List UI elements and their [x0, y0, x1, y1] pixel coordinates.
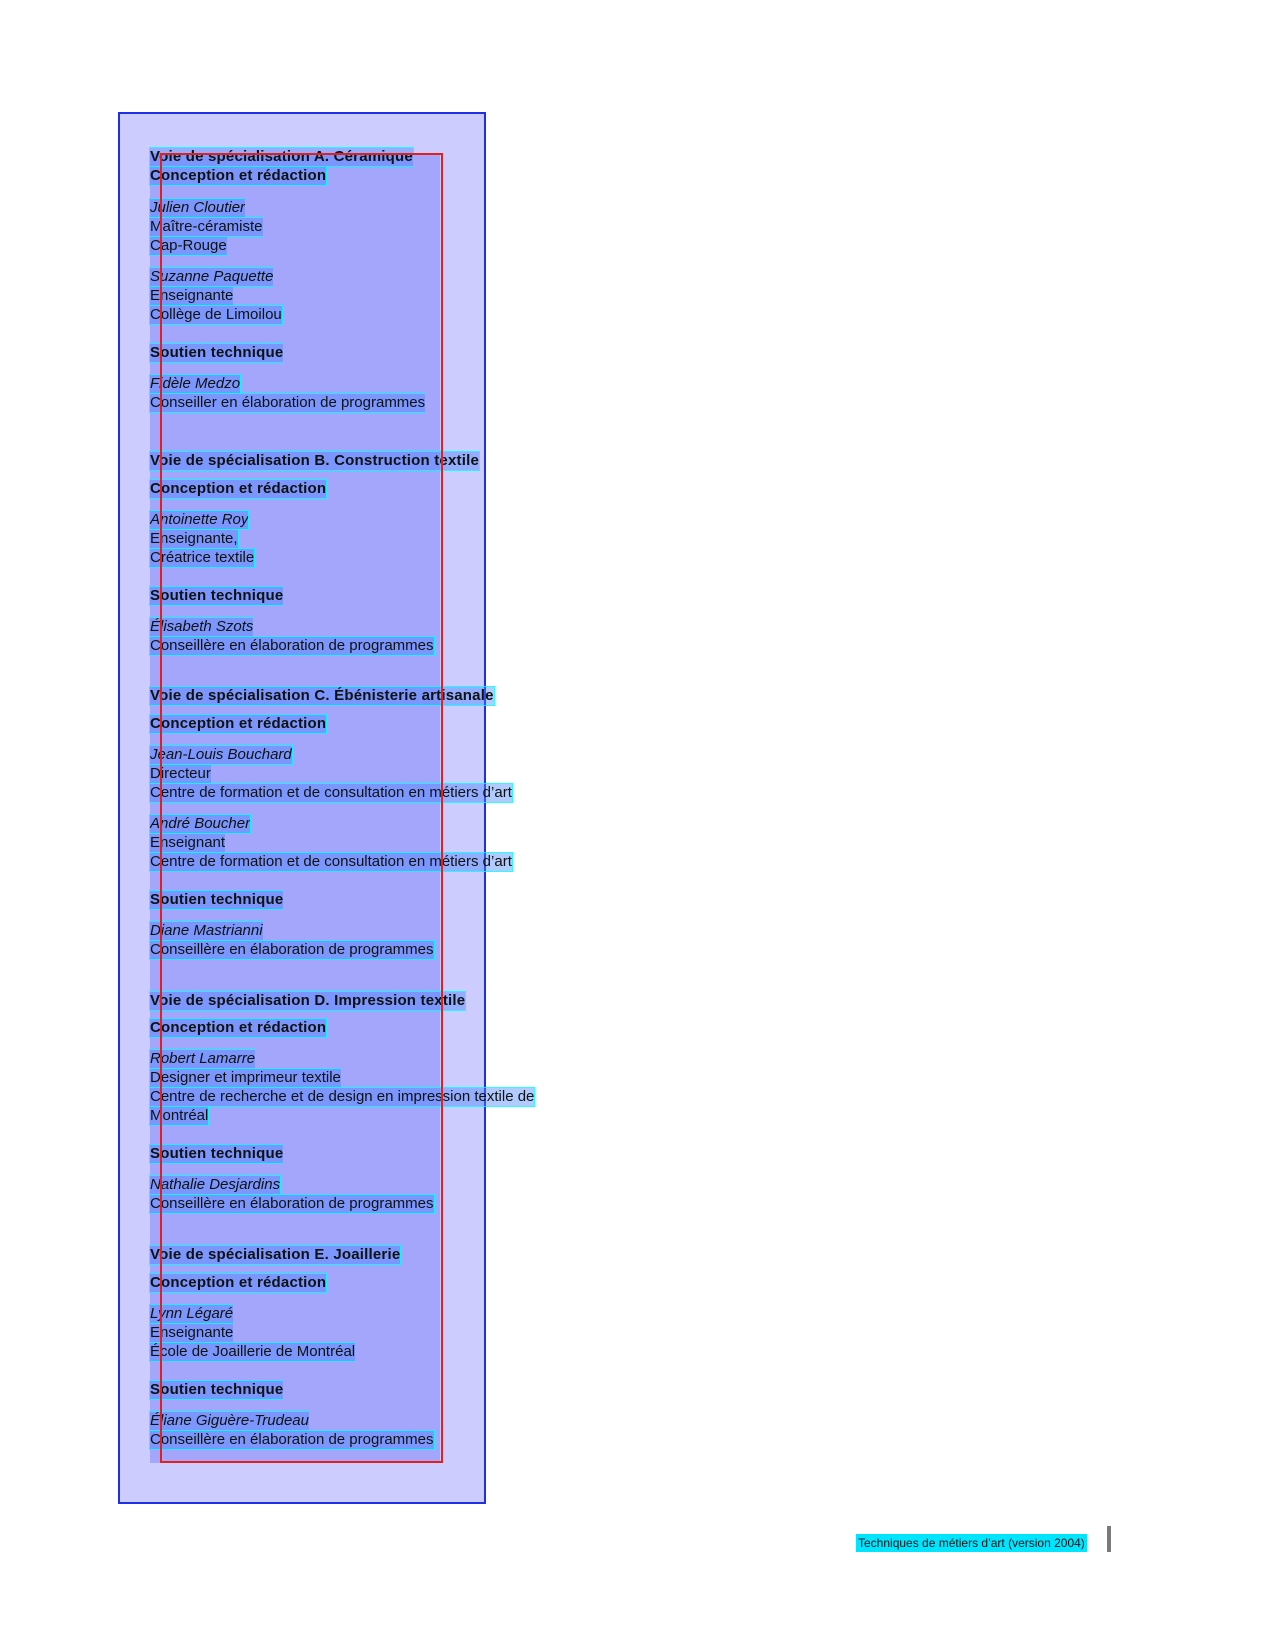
support-name: Éliane Giguère-Trudeau	[150, 1412, 309, 1429]
support-heading: Soutien technique	[150, 1381, 284, 1398]
author-name: Jean-Louis Bouchard	[150, 746, 292, 763]
author-name: Robert Lamarre	[150, 1050, 256, 1067]
author-detail: Enseignante	[150, 287, 234, 304]
author-name: Antoinette Roy	[150, 511, 249, 528]
author-detail: Directeur	[150, 765, 211, 782]
author-detail: Montréal	[150, 1107, 209, 1124]
section-title: Voie de spécialisation A. Céramique	[150, 148, 413, 165]
author-detail: Enseignante,	[150, 530, 238, 547]
conception-heading: Conception et rédaction	[150, 1019, 327, 1036]
support-detail: Conseillère en élaboration de programmes	[150, 941, 434, 958]
support-detail: Conseillère en élaboration de programmes	[150, 1195, 434, 1212]
conception-heading: Conception et rédaction	[150, 167, 327, 184]
author-name: Suzanne Paquette	[150, 268, 274, 285]
support-heading: Soutien technique	[150, 891, 284, 908]
support-name: Diane Mastrianni	[150, 922, 263, 939]
support-name: Élisabeth Szots	[150, 618, 254, 635]
author-name: Julien Cloutier	[150, 199, 246, 216]
author-detail: Maître-céramiste	[150, 218, 263, 235]
section-title: Voie de spécialisation C. Ébénisterie artisanale	[150, 687, 494, 704]
support-detail: Conseillère en élaboration de programmes	[150, 1431, 434, 1448]
section-title: Voie de spécialisation D. Impression textile	[150, 992, 466, 1009]
author-detail: Enseignant	[150, 834, 226, 851]
author-detail: Créatrice textile	[150, 549, 255, 566]
support-name: Nathalie Desjardins	[150, 1176, 281, 1193]
author-detail: Enseignante	[150, 1324, 234, 1341]
support-detail: Conseillère en élaboration de programmes	[150, 637, 434, 654]
author-detail: Cap-Rouge	[150, 237, 227, 254]
author-detail: Centre de formation et de consultation en métiers d’art	[150, 784, 512, 801]
author-detail: École de Joaillerie de Montréal	[150, 1343, 356, 1360]
author-detail: Centre de formation et de consultation en métiers d’art	[150, 853, 512, 870]
conception-heading: Conception et rédaction	[150, 715, 327, 732]
support-heading: Soutien technique	[150, 344, 284, 361]
page-footer: Techniques de métiers d’art (version 2004)	[858, 1536, 1085, 1550]
conception-heading: Conception et rédaction	[150, 1274, 327, 1291]
support-heading: Soutien technique	[150, 1145, 284, 1162]
conception-heading: Conception et rédaction	[150, 480, 327, 497]
support-heading: Soutien technique	[150, 587, 284, 604]
section-title: Voie de spécialisation E. Joaillerie	[150, 1246, 401, 1263]
footer-divider	[1107, 1526, 1111, 1552]
support-name: Fidèle Medzo	[150, 375, 241, 392]
author-detail: Centre de recherche et de design en impression textile de	[150, 1088, 535, 1105]
author-name: Lynn Légaré	[150, 1305, 234, 1322]
support-detail: Conseiller en élaboration de programmes	[150, 394, 426, 411]
author-detail: Designer et imprimeur textile	[150, 1069, 341, 1086]
section-title: Voie de spécialisation B. Construction textile	[150, 452, 479, 469]
author-detail: Collège de Limoilou	[150, 306, 282, 323]
author-name: André Boucher	[150, 815, 251, 832]
